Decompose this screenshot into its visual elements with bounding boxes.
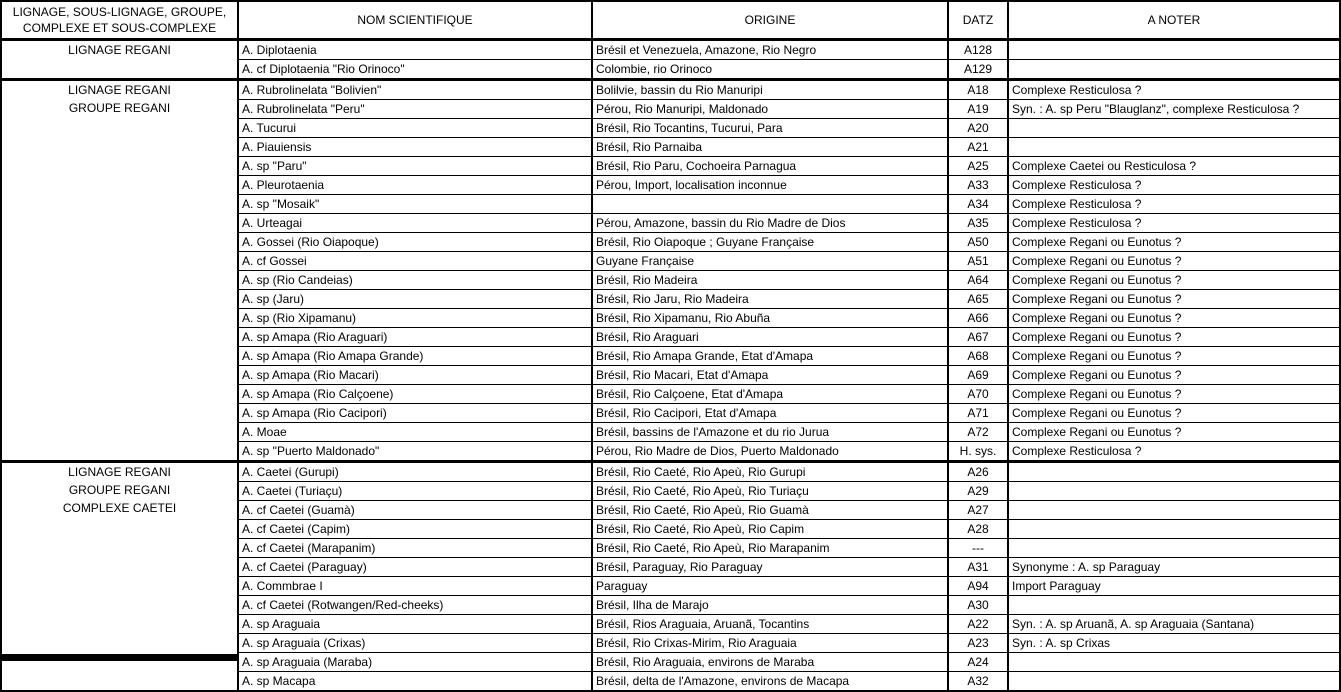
cell-nom-scientifique: A. Urteagai [238,214,592,233]
cell-origine: Brésil, Rio Amapa Grande, Etat d'Amapa [592,347,948,366]
cell-datz: A25 [948,157,1008,176]
cell-origine: Brésil, Rio Caeté, Rio Apeù, Rio Capim [592,520,948,539]
cell-datz: A51 [948,252,1008,271]
cell-datz: A33 [948,176,1008,195]
cell-nom-scientifique: A. cf Caetei (Marapanim) [238,539,592,558]
cell-origine [592,195,948,214]
column-header-origine: ORIGINE [592,1,948,40]
cell-datz: A24 [948,653,1008,672]
cell-origine: Brésil, Rio Caeté, Rio Apeù, Rio Turiaçu [592,482,948,501]
cell-origine: Brésil, Rio Paru, Cochoeira Parnagua [592,157,948,176]
cell-datz: --- [948,539,1008,558]
cell-nom-scientifique: A. Moae [238,423,592,442]
cell-datz: A29 [948,482,1008,501]
cell-a-noter [1008,119,1340,138]
column-header-lineage [1,1,238,40]
cell-a-noter: Complexe Regani ou Eunotus ? [1008,252,1340,271]
cell-origine: Brésil, Rio Caeté, Rio Apeù, Rio Marapanim [592,539,948,558]
cell-a-noter [1008,138,1340,157]
cell-nom-scientifique: A. Commbrae I [238,577,592,596]
cell-origine: Bolilvie, bassin du Rio Manuripi [592,80,948,100]
cell-origine: Brésil, bassins de l'Amazone et du rio Jurua [592,423,948,442]
cell-datz: A21 [948,138,1008,157]
cell-nom-scientifique: A. sp "Paru" [238,157,592,176]
cell-a-noter [1008,653,1340,672]
cell-a-noter: Complexe Regani ou Eunotus ? [1008,290,1340,309]
cell-origine: Brésil, Rio Caeté, Rio Apeù, Rio Gurupi [592,462,948,482]
group-cell [1,40,238,80]
group-label: LIGNAGE REGANI [68,465,171,479]
cell-origine: Brésil, Rio Macari, Etat d'Amapa [592,366,948,385]
cell-a-noter: Complexe Regani ou Eunotus ? [1008,309,1340,328]
group-label: COMPLEXE CAETEI [62,501,177,515]
cell-datz: A27 [948,501,1008,520]
cell-datz: A23 [948,634,1008,653]
cell-nom-scientifique: A. sp Araguaia (Crixas) [238,634,592,653]
cell-origine: Brésil, delta de l'Amazone, environs de Macapa [592,672,948,692]
cell-a-noter: Complexe Resticulosa ? [1008,214,1340,233]
cell-datz: A30 [948,596,1008,615]
group-label: LIGNAGE REGANI [68,83,171,97]
cell-a-noter: Complexe Regani ou Eunotus ? [1008,423,1340,442]
cell-origine: Brésil, Paraguay, Rio Paraguay [592,558,948,577]
cell-origine: Brésil, Rio Parnaiba [592,138,948,157]
cell-nom-scientifique: A. sp (Rio Xipamanu) [238,309,592,328]
cell-nom-scientifique: A. sp Amapa (Rio Calçoene) [238,385,592,404]
cell-a-noter [1008,596,1340,615]
cell-origine: Brésil, Rio Tocantins, Tucurui, Para [592,119,948,138]
cell-a-noter: Complexe Regani ou Eunotus ? [1008,233,1340,252]
cell-nom-scientifique: A. sp Macapa [238,672,592,692]
cell-datz: A68 [948,347,1008,366]
cell-datz: A67 [948,328,1008,347]
cell-datz: A18 [948,80,1008,100]
cell-nom-scientifique: A. sp Amapa (Rio Araguari) [238,328,592,347]
cell-origine: Colombie, rio Orinoco [592,60,948,80]
cell-datz: H. sys. [948,442,1008,462]
column-header-lineage-line2: COMPLEXE ET SOUS-COMPLEXE [22,21,217,35]
cell-origine: Brésil, Rio Caeté, Rio Apeù, Rio Guamà [592,501,948,520]
cell-datz: A50 [948,233,1008,252]
cell-origine: Brésil, Rio Oiapoque ; Guyane Française [592,233,948,252]
cell-nom-scientifique: A. cf Gossei [238,252,592,271]
group-label: GROUPE REGANI [68,483,171,497]
cell-origine: Brésil, Rio Crixas-Mirim, Rio Araguaia [592,634,948,653]
cell-a-noter: Complexe Regani ou Eunotus ? [1008,366,1340,385]
group-label: LIGNAGE REGANI [68,43,171,57]
cell-origine: Brésil, Rio Calçoene, Etat d'Amapa [592,385,948,404]
cell-nom-scientifique: A. Diplotaenia [238,40,592,60]
column-header-lineage-line1: LIGNAGE, SOUS-LIGNAGE, GROUPE, [12,5,227,19]
cell-origine: Brésil, Rio Araguaia, environs de Maraba [592,653,948,672]
cell-nom-scientifique: A. Caetei (Turiaçu) [238,482,592,501]
cell-nom-scientifique: A. sp "Mosaik" [238,195,592,214]
cell-nom-scientifique: A. Rubrolinelata "Bolivien" [238,80,592,100]
cell-a-noter: Complexe Resticulosa ? [1008,195,1340,214]
cell-a-noter: Syn. : A. sp Crixas [1008,634,1340,653]
cell-nom-scientifique: A. sp Amapa (Rio Macari) [238,366,592,385]
cell-nom-scientifique: A. cf Caetei (Rotwangen/Red-cheeks) [238,596,592,615]
cell-nom-scientifique: A. Piauiensis [238,138,592,157]
cell-a-noter [1008,539,1340,558]
cell-a-noter [1008,60,1340,80]
cell-datz: A65 [948,290,1008,309]
cell-nom-scientifique: A. Tucurui [238,119,592,138]
table-row [1,80,1340,100]
table-row [1,40,1340,60]
cell-nom-scientifique: A. cf Caetei (Paraguay) [238,558,592,577]
cell-datz: A66 [948,309,1008,328]
cell-a-noter: Syn. : A. sp Peru "Blauglanz", complexe Resticulosa ? [1008,100,1340,119]
header-row [1,1,1340,40]
cell-a-noter: Complexe Regani ou Eunotus ? [1008,347,1340,366]
cell-datz: A20 [948,119,1008,138]
cell-datz: A71 [948,404,1008,423]
cell-nom-scientifique: A. cf Diplotaenia "Rio Orinoco" [238,60,592,80]
cell-datz: A28 [948,520,1008,539]
cell-datz: A32 [948,672,1008,692]
cell-datz: A128 [948,40,1008,60]
next-section-top-border [0,654,237,661]
cell-nom-scientifique: A. sp (Rio Candeias) [238,271,592,290]
cell-nom-scientifique: A. sp Amapa (Rio Cacipori) [238,404,592,423]
cell-datz: A129 [948,60,1008,80]
cell-nom-scientifique: A. sp "Puerto Maldonado" [238,442,592,462]
cell-nom-scientifique: A. sp Amapa (Rio Amapa Grande) [238,347,592,366]
cell-datz: A35 [948,214,1008,233]
cell-origine: Brésil, Rio Xipamanu, Rio Abuña [592,309,948,328]
cell-origine: Pérou, Import, localisation inconnue [592,176,948,195]
cell-nom-scientifique: A. cf Caetei (Guamà) [238,501,592,520]
cell-origine: Brésil, Rio Madeira [592,271,948,290]
cell-datz: A22 [948,615,1008,634]
cell-a-noter: Complexe Regani ou Eunotus ? [1008,404,1340,423]
cell-a-noter: Complexe Resticulosa ? [1008,442,1340,462]
cell-nom-scientifique: A. Pleurotaenia [238,176,592,195]
cell-a-noter [1008,462,1340,482]
cell-datz: A64 [948,271,1008,290]
cell-a-noter: Synonyme : A. sp Paraguay [1008,558,1340,577]
cell-origine: Brésil, Rio Cacipori, Etat d'Amapa [592,404,948,423]
cell-datz: A72 [948,423,1008,442]
group-label: GROUPE REGANI [68,101,171,115]
cell-nom-scientifique: A. Gossei (Rio Oiapoque) [238,233,592,252]
cell-nom-scientifique: A. sp Araguaia (Maraba) [238,653,592,672]
column-header-nom-scientifique: NOM SCIENTIFIQUE [238,1,592,40]
cell-a-noter: Complexe Regani ou Eunotus ? [1008,271,1340,290]
cell-a-noter [1008,482,1340,501]
cell-a-noter: Complexe Caetei ou Resticulosa ? [1008,157,1340,176]
cell-nom-scientifique: A. sp Araguaia [238,615,592,634]
column-header-a-noter: A NOTER [1008,1,1340,40]
cell-origine: Paraguay [592,577,948,596]
cell-a-noter: Complexe Regani ou Eunotus ? [1008,385,1340,404]
cell-a-noter [1008,40,1340,60]
cell-datz: A70 [948,385,1008,404]
table-row [1,462,1340,482]
cell-datz: A34 [948,195,1008,214]
cell-origine: Brésil, Rios Araguaia, Aruanã, Tocantins [592,615,948,634]
cell-a-noter: Complexe Resticulosa ? [1008,176,1340,195]
cell-a-noter [1008,520,1340,539]
cell-nom-scientifique: A. cf Caetei (Capim) [238,520,592,539]
cell-a-noter: Import Paraguay [1008,577,1340,596]
cell-a-noter: Syn. : A. sp Aruanã, A. sp Araguaia (Santana) [1008,615,1340,634]
cell-datz: A94 [948,577,1008,596]
cell-nom-scientifique: A. sp (Jaru) [238,290,592,309]
column-header-datz: DATZ [948,1,1008,40]
cell-origine: Pérou, Amazone, bassin du Rio Madre de Dios [592,214,948,233]
cell-origine: Brésil, Ilha de Marajo [592,596,948,615]
cell-a-noter [1008,501,1340,520]
cell-nom-scientifique: A. Rubrolinelata "Peru" [238,100,592,119]
group-cell [1,80,238,462]
cell-origine: Brésil et Venezuela, Amazone, Rio Negro [592,40,948,60]
cell-datz: A26 [948,462,1008,482]
cell-datz: A19 [948,100,1008,119]
cell-nom-scientifique: A. Caetei (Gurupi) [238,462,592,482]
cell-origine: Brésil, Rio Jaru, Rio Madeira [592,290,948,309]
cell-datz: A69 [948,366,1008,385]
cell-origine: Pérou, Rio Manuripi, Maldonado [592,100,948,119]
cell-a-noter [1008,672,1340,692]
cell-origine: Guyane Française [592,252,948,271]
cell-a-noter: Complexe Resticulosa ? [1008,80,1340,100]
cell-origine: Brésil, Rio Araguari [592,328,948,347]
cell-origine: Pérou, Rio Madre de Dios, Puerto Maldonado [592,442,948,462]
cell-a-noter: Complexe Regani ou Eunotus ? [1008,328,1340,347]
cell-datz: A31 [948,558,1008,577]
